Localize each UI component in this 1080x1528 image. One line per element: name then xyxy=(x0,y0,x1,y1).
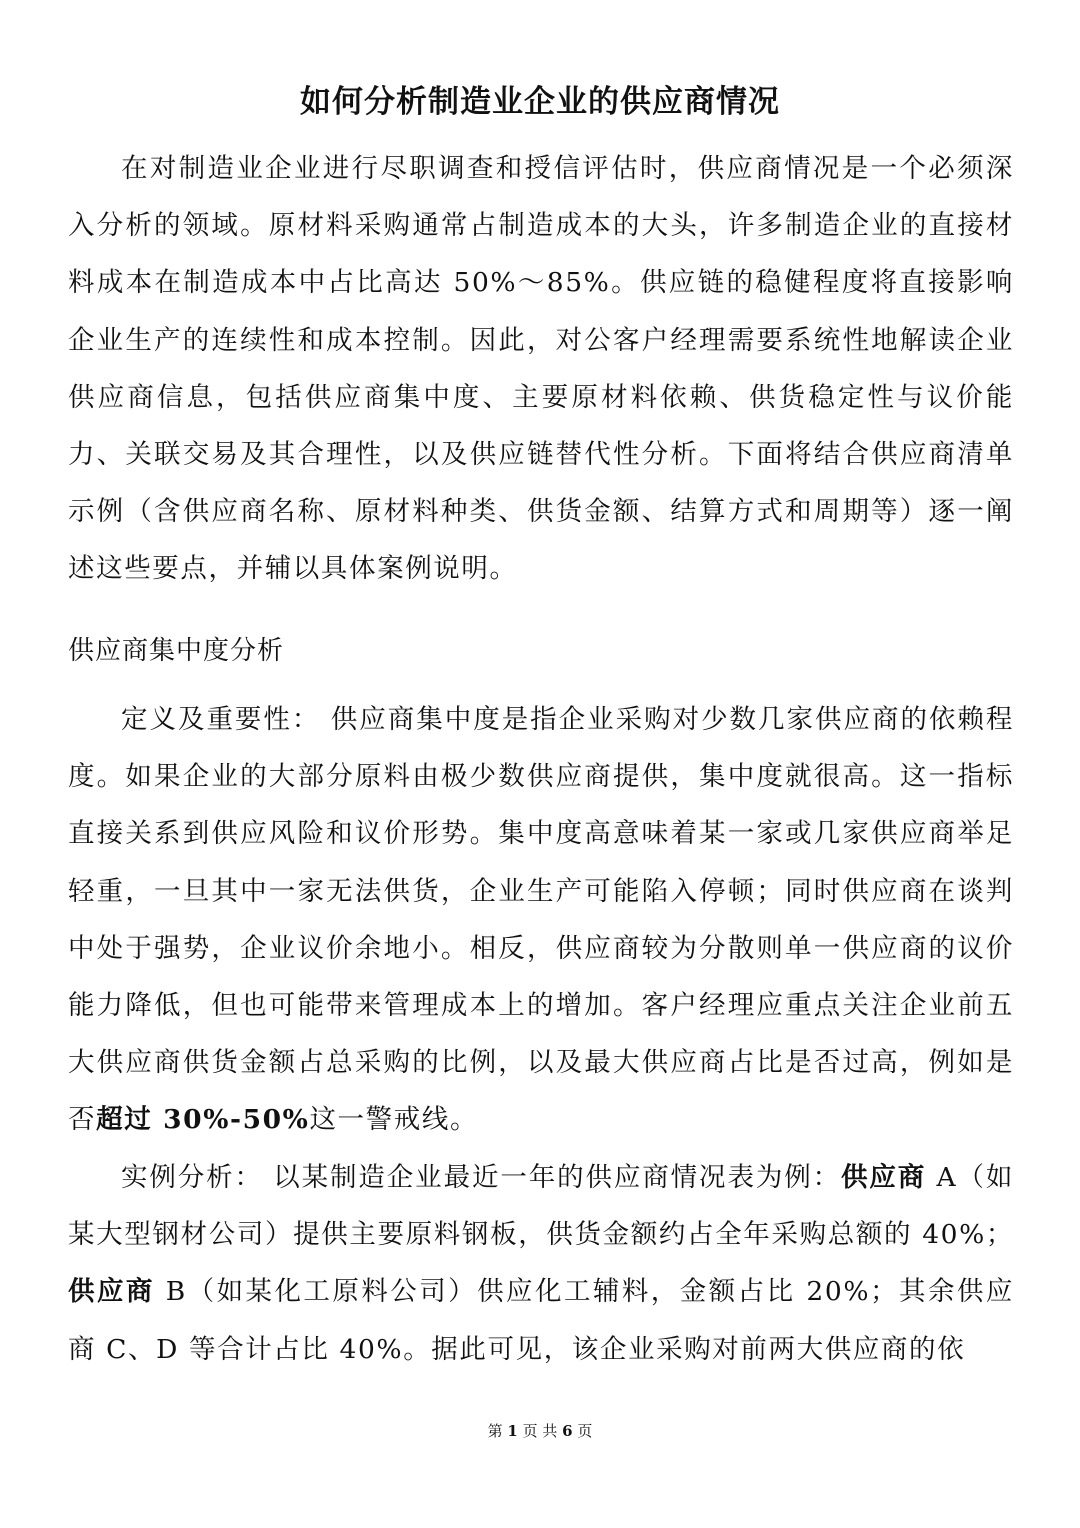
supplier-b-label: 供应商 xyxy=(68,1276,155,1308)
case-text-2: （如某大型钢材公司）提供主要原料钢板，供货金额约占全年采购总额的 40%； xyxy=(68,1162,1015,1251)
case-paragraph xyxy=(68,1149,1014,1378)
footer-middle: 页 共 xyxy=(517,1422,563,1440)
current-page-number: 1 xyxy=(507,1422,518,1440)
supplier-a-label: 供应商 xyxy=(841,1162,927,1193)
intro-paragraph: 在对制造业企业进行尽职调查和授信评估时，供应商情况是一个必须深入分析的领域。原材料采购通常占制造成本的大头，许多制造企业的直接材料成本在制造成本中占比高达 50%～85%。供应链的稳健程度将直接影响企业生产的连续性和成本控制。因此，对公客户经理需要系统性地解读企业供应商信息，包括供应商集中度、主要原材料依赖、供货稳定性与议价能力、关联交易及其合理性，以及供应链替代性分析。下面将结合供应商清单示例（含供应商名称、原材料种类、供货金额、结算方式和周期等）逐一阐述这些要点，并辅以具体案例说明。 xyxy=(68,153,1014,585)
definition-lead: 定义及重要性： xyxy=(121,704,321,735)
case-text-3: （如某化工原料公司）供应化工辅料，金额占比 20%；其余供应商 C、D 等合计占比 40%。据此可见，该企业采购对前两大供应商的依 xyxy=(68,1276,1014,1365)
document-title: 如何分析制造业企业的供应商情况 xyxy=(300,84,780,120)
total-page-count: 6 xyxy=(562,1422,573,1440)
case-text-1: 以某制造企业最近一年的供应商情况表为例： xyxy=(262,1162,841,1193)
definition-text-2: 这一警戒线。 xyxy=(309,1104,479,1136)
definition-text-1: 供应商集中度是指企业采购对少数几家供应商的依赖程度。如果企业的大部分原料由极少数供应商提供，集中度就很高。这一指标直接关系到供应风险和议价形势。集中度高意味着某一家或几家供应商举足轻重，一旦其中一家无法供货，企业生产可能陷入停顿；同时供应商在谈判中处于强势，企业议价余地小。相反，供应商较为分散则单一供应商的议价能力降低，但也可能带来管理成本上的增加。客户经理应重点关注企业前五大供应商供货金额占总采购的比例，以及最大供应商占比是否过高，例如是否 xyxy=(68,704,1014,1136)
case-lead: 实例分析： xyxy=(121,1162,263,1193)
page-footer xyxy=(0,1421,1080,1441)
supplier-b-letter: B xyxy=(154,1276,187,1308)
footer-suffix: 页 xyxy=(572,1422,593,1440)
section-heading: 供应商集中度分析 xyxy=(68,636,285,666)
definition-paragraph xyxy=(68,691,1014,1149)
supplier-a-letter: A xyxy=(926,1162,958,1193)
footer-prefix: 第 xyxy=(487,1422,508,1440)
definition-emphasis: 超过 30%-50% xyxy=(96,1104,310,1136)
